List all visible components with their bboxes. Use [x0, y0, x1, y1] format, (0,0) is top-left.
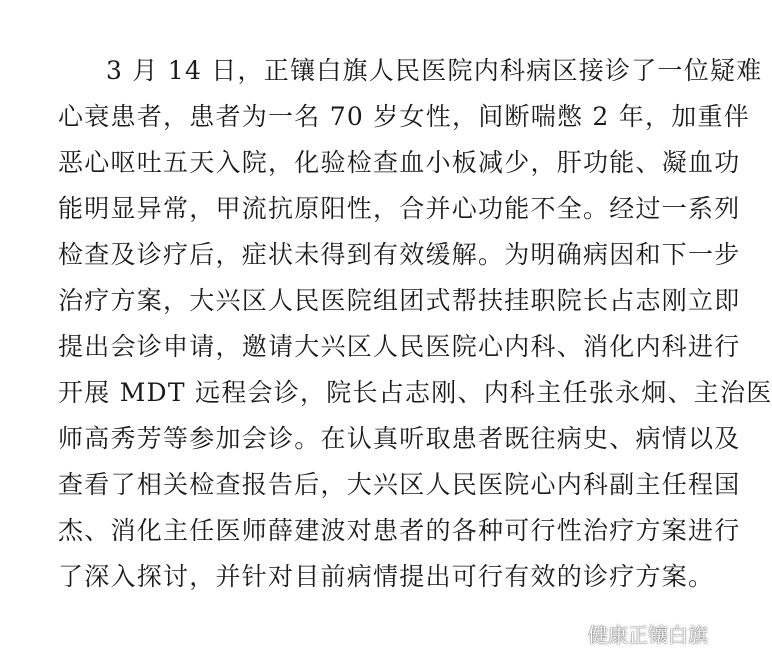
text-line: 开展 MDT 远程会诊，院长占志刚、内科主任张永炯、主治医 — [58, 378, 772, 407]
text-line: 了深入探讨，并针对目前病情提出可行有效的诊疗方案。 — [58, 562, 715, 591]
text-line: 提出会诊申请，邀请大兴区人民医院心内科、消化内科进行 — [58, 332, 741, 361]
text-line: 3 月 14 日，正镶白旗人民医院内科病区接诊了一位疑难 — [106, 56, 763, 85]
text-line: 查看了相关检查报告后，大兴区人民医院心内科副主任程国 — [58, 470, 741, 499]
text-line: 师高秀芳等参加会诊。在认真听取患者既往病史、病情以及 — [58, 424, 741, 453]
text-line: 杰、消化主任医师薛建波对患者的各种可行性治疗方案进行 — [58, 516, 741, 545]
text-line: 心衰患者，患者为一名 70 岁女性，间断喘憋 2 年，加重伴 — [58, 102, 751, 131]
watermark — [554, 619, 708, 648]
text-line: 能明显异常，甲流抗原阳性，合并心功能不全。经过一系列 — [58, 194, 741, 223]
wechat-icon — [554, 623, 582, 645]
text-line: 治疗方案，大兴区人民医院组团式帮扶挂职院长占志刚立即 — [58, 286, 741, 315]
text-line: 恶心呕吐五天入院，化验检查血小板减少，肝功能、凝血功 — [58, 148, 741, 177]
text-line: 检查及诊疗后，症状未得到有效缓解。为明确病因和下一步 — [58, 240, 741, 269]
document-body — [58, 48, 772, 600]
watermark-text: 健康正镶白旗 — [588, 623, 708, 647]
